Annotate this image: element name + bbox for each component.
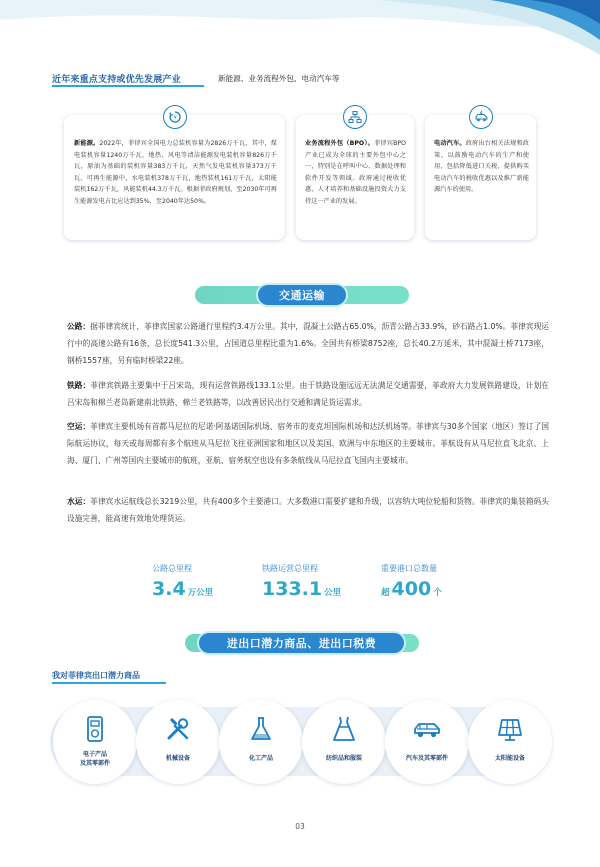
card-text — [74, 138, 277, 208]
banner-title-trade: 进出口潜力商品、进出口税费 — [199, 633, 404, 653]
stat-value: 400 — [391, 578, 432, 600]
product-label-line: 机械设备 — [165, 755, 190, 762]
stat-unit: 个 — [433, 588, 442, 598]
org-chart-icon — [343, 105, 367, 129]
product-label — [53, 750, 137, 768]
product-chemicals — [219, 700, 303, 784]
product-label — [468, 754, 552, 763]
stat-label: 公路总里程 — [152, 564, 192, 573]
section-subtitle-industries: 新能源、业务流程外包、电动汽车等 — [218, 74, 340, 83]
product-label — [219, 754, 303, 763]
product-automobiles — [385, 700, 469, 784]
product-label-line: 太阳能设备 — [494, 755, 525, 762]
card-heading: 业务流程外包（BPO）。 — [305, 140, 374, 147]
stat-unit: 万公里 — [187, 588, 214, 598]
paragraph-roads — [67, 319, 549, 369]
stat-value-row — [262, 578, 341, 600]
wrench-screwdriver-icon — [163, 714, 193, 744]
card-text — [434, 138, 529, 196]
paragraph-text: 据菲律宾统计，菲律宾国家公路通行里程约3.4万公里。其中，混凝土公路占65.0%，沥青公路占33.9%，砂石路占1.0%。菲律宾现运行中的高速公路有16条，总长度541.3公里，占国道总里程比重为1.6%。全国共有桥梁8752座，总长40.2万延米，其中混凝土桥7173座，钢桥1557座，另有临时桥梁22座。 — [67, 322, 549, 365]
stat-road-length — [152, 563, 213, 600]
stat-value-row — [381, 578, 442, 600]
paragraph-label: 空运： — [67, 422, 91, 431]
card-new-energy — [64, 115, 285, 240]
product-label-line: 电子产品 — [82, 751, 107, 758]
section-title-key-industries: 近年来重点支持或优先发展产业 — [52, 75, 181, 85]
paragraph-text: 菲律宾铁路主要集中于吕宋岛，现有运营铁路线133.1公里。由于铁路设施远远无法满足交通需要，菲政府大力发展铁路建设，计划在吕宋岛和棉兰老岛新建南北铁路、棉兰老铁路等，以改善居民出行交通和满足货运需求。 — [67, 381, 549, 407]
dress-icon — [329, 714, 359, 744]
stat-value: 133.1 — [262, 578, 323, 600]
paragraph-text: 菲律宾水运航线总长3219公里，共有400多个主要港口。大多数港口需要扩建和升级，以容纳大吨位轮船和货物。菲律宾的集装箱码头设施完善，能高速有效地处理货运。 — [67, 497, 549, 523]
paragraph-label: 水运： — [67, 497, 91, 506]
product-textiles — [302, 700, 386, 784]
paragraph-label: 铁路： — [67, 381, 91, 390]
product-label-line: 化工产品 — [248, 755, 273, 762]
card-heading: 电动汽车。 — [434, 140, 466, 147]
card-body: 菲律宾BPO产业已成为全球的主要外包中心之一，特别是在呼叫中心、数据处理和软件开发等领域。政府通过税收优惠、人才培养和基础设施投资大力支持这一产业的发展。 — [305, 140, 406, 205]
stat-port-count — [381, 563, 442, 600]
paragraph-text: 菲律宾主要机场有首都马尼拉的尼诺·阿基诺国际机场、宿务市的麦克坦国际机场和达沃机场等。菲律宾与30多个国家（地区）签订了国际航运协议，每天或每周都有多个航班从马尼拉飞往亚洲国家和地区以及美国、欧洲与中东地区的主要城市。菲航设有从马尼拉直飞北京、上海、厦门、广州等国内主要城市的航班，亚航、宿务航空也设有多条航线从马尼拉直飞国内主要城市。 — [67, 422, 549, 465]
paragraph-water — [67, 494, 549, 528]
stat-label: 重要港口总数量 — [381, 564, 437, 573]
paragraph-air — [67, 419, 549, 469]
car-icon — [412, 714, 442, 744]
page-number: 03 — [295, 822, 305, 831]
card-bpo — [296, 115, 414, 240]
card-electric-vehicles — [425, 115, 536, 240]
product-machinery — [136, 700, 220, 784]
flask-icon — [246, 714, 276, 744]
renewable-energy-icon — [163, 105, 187, 129]
product-label — [385, 754, 469, 763]
card-body: 2022年，菲律宾全国电力总装机容量为2826万千瓦，其中，煤电装机容量1240万千瓦，地热、风电等清洁能源发电装机容量826万千瓦，原油为基础的装机容量383万千瓦，天然气发电装机容量373万千瓦。可再生能源中，水电装机378万千瓦，地热装机161万千瓦，太阳能装机162万千瓦，风能装机44.3万千瓦。根据菲政府规划，至2030年可再生能源发电占比应达到35%，至2040年达50%。 — [74, 140, 277, 205]
product-label — [302, 754, 386, 763]
header-decoration — [0, 0, 600, 72]
product-label-line: 及其零部件 — [79, 760, 110, 767]
product-electronics — [53, 700, 137, 784]
calculator-icon — [80, 714, 110, 744]
product-label-line: 汽车及其零部件 — [405, 755, 448, 762]
stat-prefix: 超 — [381, 588, 390, 598]
solar-panel-icon — [495, 714, 525, 744]
stat-railway-length — [262, 563, 341, 600]
stat-unit: 公里 — [324, 588, 342, 598]
card-body: 政府出台相关法规和政策，以鼓励电动汽车的生产和使用，包括降低进口关税、提供购买电动汽车的税收优惠以及推广新能源汽车的使用。 — [434, 140, 529, 194]
stat-value: 3.4 — [152, 578, 186, 600]
subtitle-export-products: 我对菲律宾出口潜力商品 — [52, 671, 140, 680]
paragraph-railways — [67, 378, 549, 412]
card-heading: 新能源。 — [74, 140, 100, 147]
product-solar — [468, 700, 552, 784]
product-label-line: 纺织品和服装 — [325, 755, 362, 762]
card-text — [305, 138, 406, 208]
stat-value-row — [152, 578, 213, 600]
banner-title-transport: 交通运输 — [258, 285, 346, 305]
product-label — [136, 754, 220, 763]
stat-label: 铁路运营总里程 — [262, 564, 318, 573]
electric-car-icon — [469, 105, 493, 129]
subtitle-underline — [52, 682, 166, 684]
paragraph-label: 公路： — [67, 322, 91, 331]
section-title-underline — [52, 85, 204, 87]
